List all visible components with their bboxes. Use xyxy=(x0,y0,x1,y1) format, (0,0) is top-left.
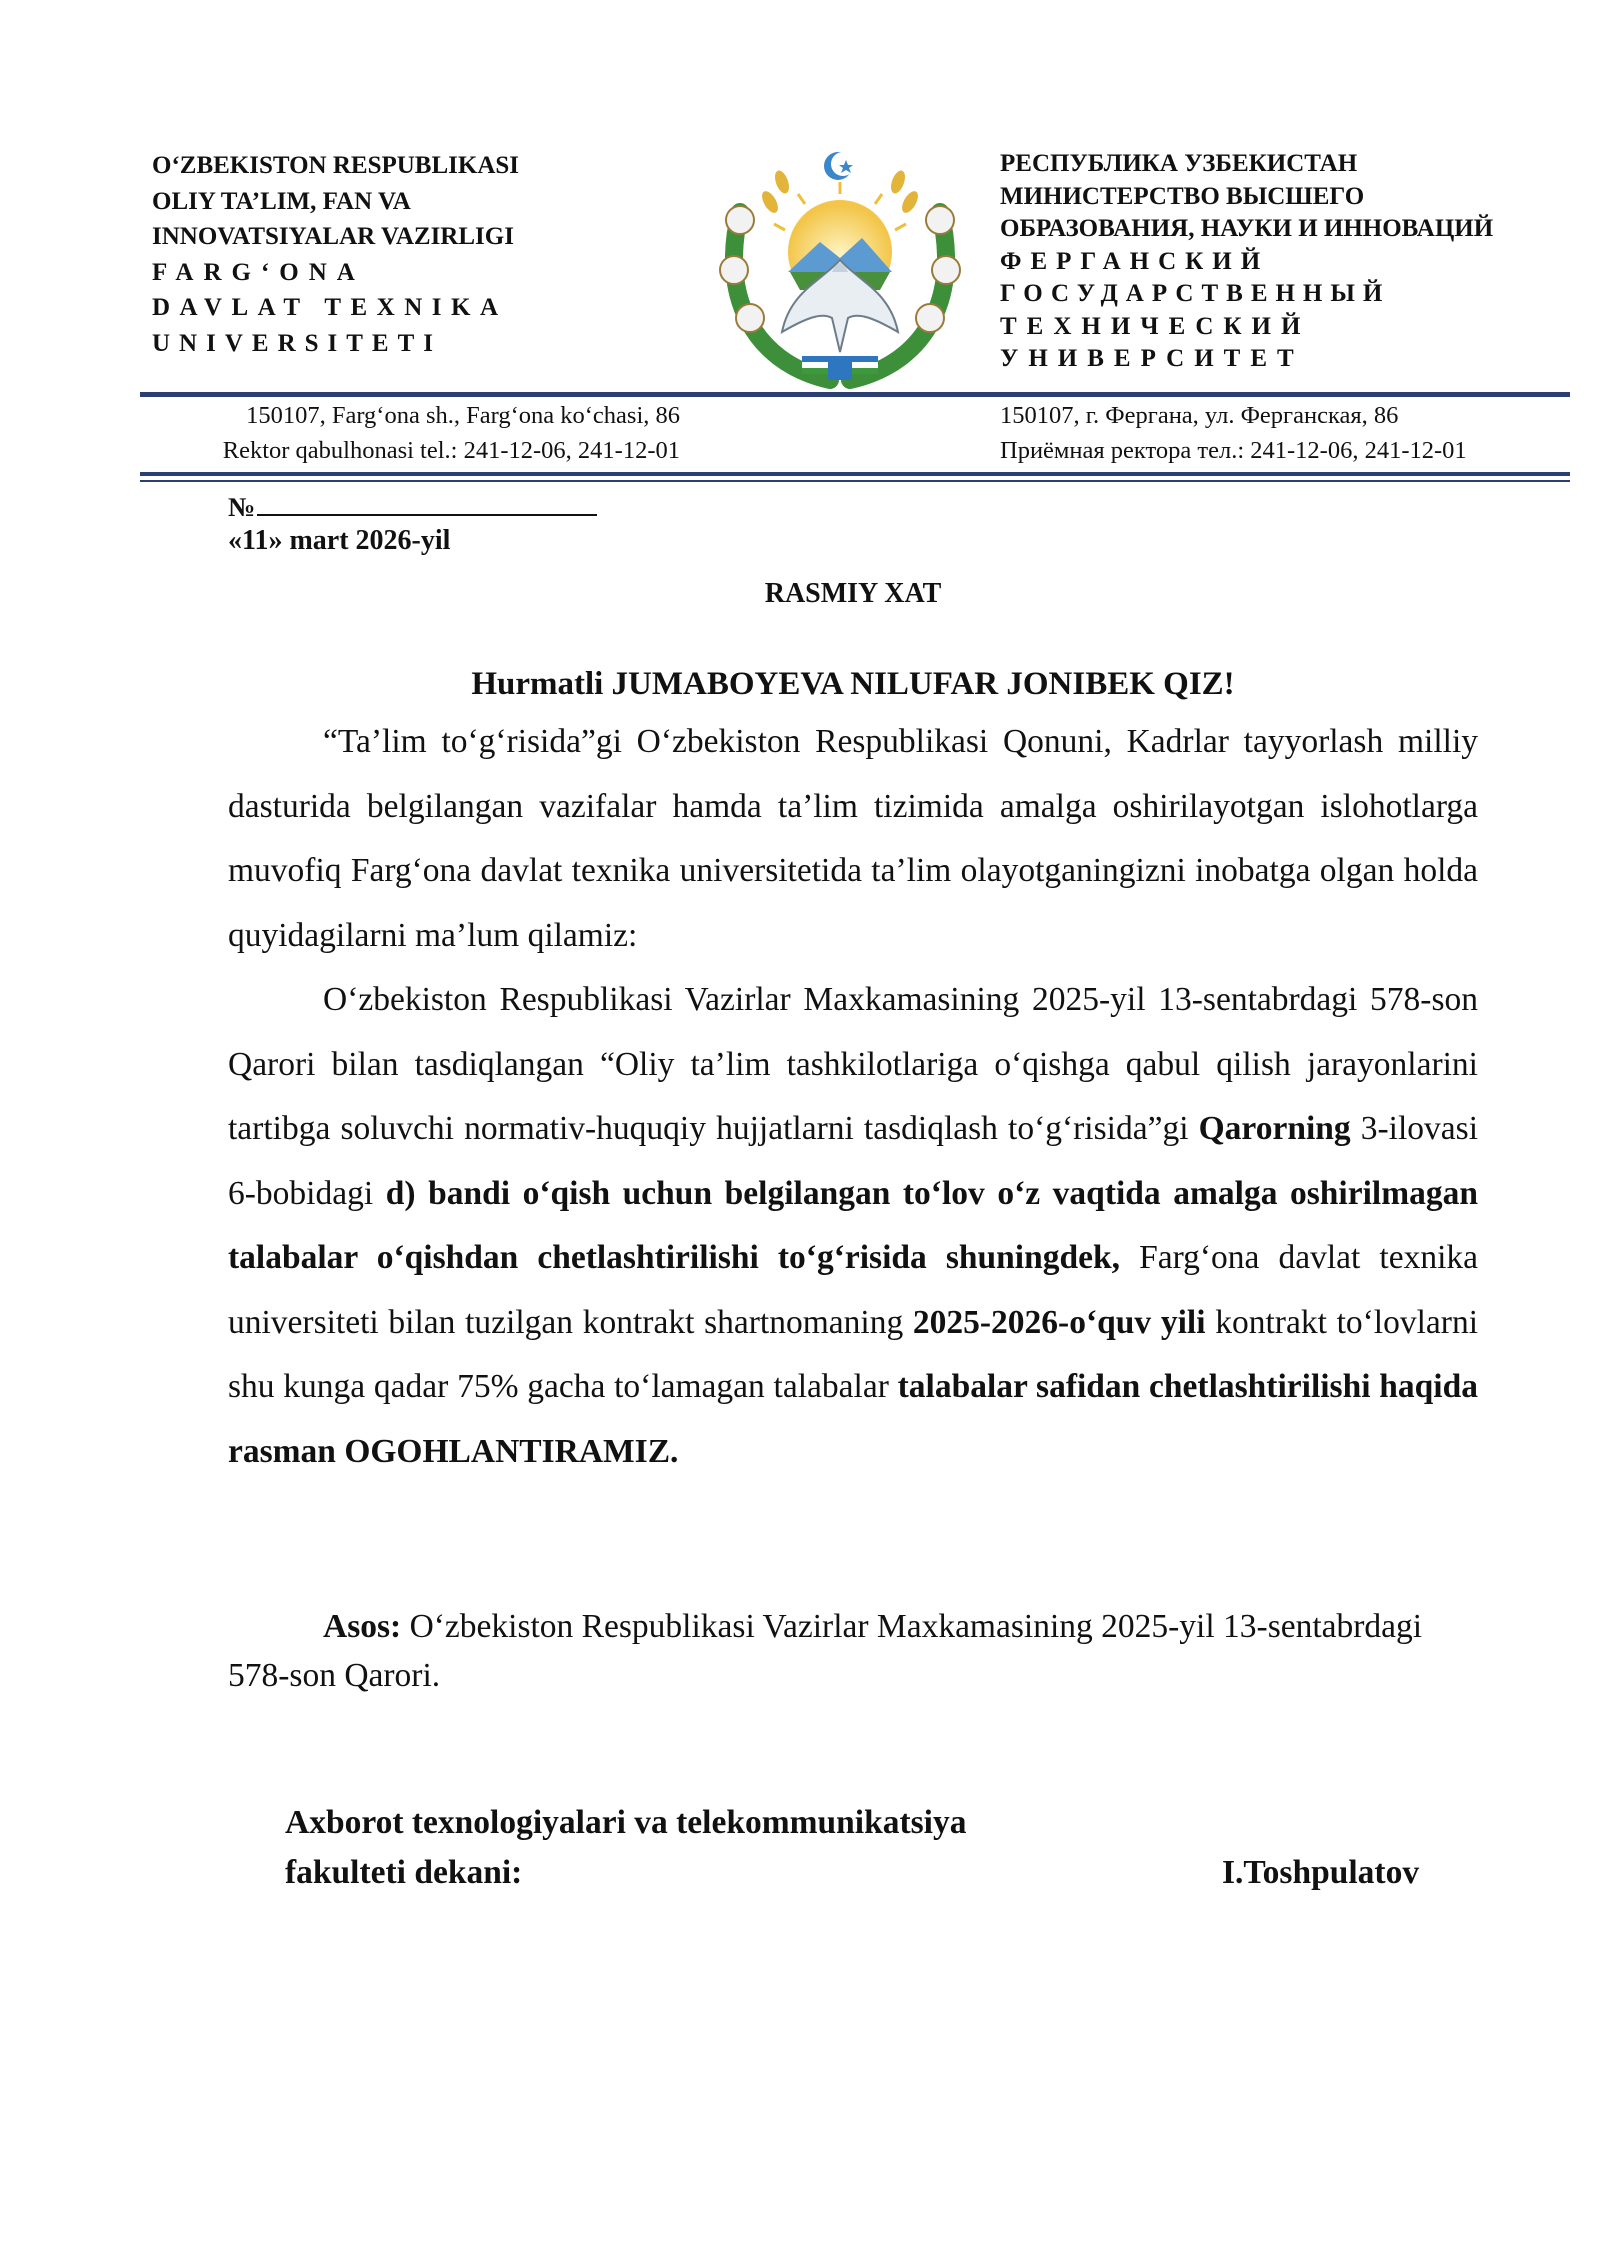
letter-date: «11» mart 2026-yil xyxy=(228,525,451,556)
paragraph-2 xyxy=(228,968,1478,1484)
number-label: № xyxy=(228,492,256,522)
header-left-line: DAVLAT TEXNIKA xyxy=(152,294,508,321)
paragraph-1: “Ta’lim to‘g‘risida”gi O‘zbekiston Respublikasi Qonuni, Kadrlar tayyorlash milliy dasturida belgilangan vazifalar hamda ta’lim tizimida amalga oshirilayotgan islohotlarga muvofiq Farg‘ona davlat texnika universitetida ta’lim olayotganingizni inobatga olgan holda quyidagilarni ma’lum qilamiz: xyxy=(228,723,1478,954)
address-left-line1: 150107, Farg‘ona sh., Farg‘ona ko‘chasi, 86 xyxy=(246,402,680,429)
p2-bold: Qarorning xyxy=(1198,1110,1351,1147)
position-line1: Axborot texnologiyalari va telekommunikatsiya xyxy=(285,1804,967,1841)
header-left-line: O‘ZBEKISTON RESPUBLIKASI xyxy=(152,152,520,179)
header-left-line: INNOVATSIYALAR VAZIRLIGI xyxy=(152,223,514,250)
header-right-line: ФЕРГАНСКИЙ xyxy=(1000,247,1270,275)
p2-bold: talabalar safidan chetlashtirilishi haqida rasman OGOHLANTIRAMIZ. xyxy=(228,1368,1478,1470)
address-right-line2: Приёмная ректора тел.: 241-12-06, 241-12-01 xyxy=(1000,437,1467,464)
p2-bold: 2025-2026-o‘quv yili xyxy=(912,1303,1206,1341)
p2-text: 3-ilovasi 6-bobidagi xyxy=(228,1110,1478,1212)
letter-body xyxy=(228,710,1478,1484)
address-rule-thick xyxy=(140,472,1570,476)
header-left-block xyxy=(152,148,519,361)
basis-label: Asos: xyxy=(323,1608,402,1645)
header-right-line: УНИВЕРСИТЕТ xyxy=(1000,345,1304,372)
header-left-line: OLIY TA’LIM, FAN VA xyxy=(152,187,411,215)
header-left-line: UNIVERSITETI xyxy=(152,329,443,357)
header-right-block xyxy=(1000,148,1493,376)
header-rule-top xyxy=(140,392,1570,397)
position-line2: fakulteti dekani: xyxy=(285,1854,523,1891)
document-title: RASMIY XAT xyxy=(764,578,942,609)
address-right-line1: 150107, г. Фергана, ул. Ферганская, 86 xyxy=(1000,402,1399,429)
header-right-line: РЕСПУБЛИКА УЗБЕКИСТАН xyxy=(1000,150,1358,177)
salutation: Hurmatli JUMABOYEVA NILUFAR JONIBEK QIZ! xyxy=(471,666,1235,702)
signatory-position xyxy=(285,1798,966,1898)
p2-text: kontrakt to‘lovlarni shu kunga qadar 75% gacha to‘lamagan talabalar xyxy=(228,1303,1478,1405)
p2-text: O‘zbekiston Respublikasi Vazirlar Maxkamasining 2025-yil 13-sentabrdagi 578-son Qarori bilan tasdiqlangan “Oliy ta’lim tashkilotlariga o‘qishga qabul qilish jarayonlarini tartibga soluvchi normativ-huquqiy hujjatlarni tasdiqlash to‘g‘risida”gi xyxy=(228,981,1478,1147)
p2-text: Farg‘ona davlat texnika universiteti bilan tuzilgan kontrakt shartnomaning xyxy=(228,1239,1478,1341)
address-right xyxy=(1000,398,1467,468)
signatory-name: I.Toshpulatov xyxy=(1222,1854,1420,1891)
header-right-line: ГОСУДАРСТВЕННЫЙ xyxy=(1000,280,1391,307)
state-emblem-icon xyxy=(710,142,970,394)
address-rule-thin xyxy=(140,480,1570,482)
header-right-line: ОБРАЗОВАНИЯ, НАУКИ И ИННОВАЦИЙ xyxy=(1000,215,1494,242)
registration-number xyxy=(228,490,597,523)
number-blank-line xyxy=(257,490,597,516)
basis-section xyxy=(228,1602,1428,1700)
header-right-line: МИНИСТЕРСТВО ВЫСШЕГО xyxy=(1000,182,1365,210)
basis-text: O‘zbekiston Respublikasi Vazirlar Maxkamasining 2025-yil 13-sentabrdagi 578-son Qarori. xyxy=(228,1608,1423,1694)
address-left-line2: Rektor qabulhonasi tel.: 241-12-06, 241-12-01 xyxy=(222,437,680,464)
header-right-line: ТЕХНИЧЕСКИЙ xyxy=(1000,312,1311,340)
header-left-line: FARG‘ONA xyxy=(152,258,365,286)
address-left xyxy=(152,398,680,468)
p2-bold: d) bandi o‘qish uchun belgilangan to‘lov o‘z vaqtida amalga oshirilmagan talabalar o‘qishdan chetlashtirilishi to‘g‘risida shuningdek, xyxy=(228,1174,1479,1276)
